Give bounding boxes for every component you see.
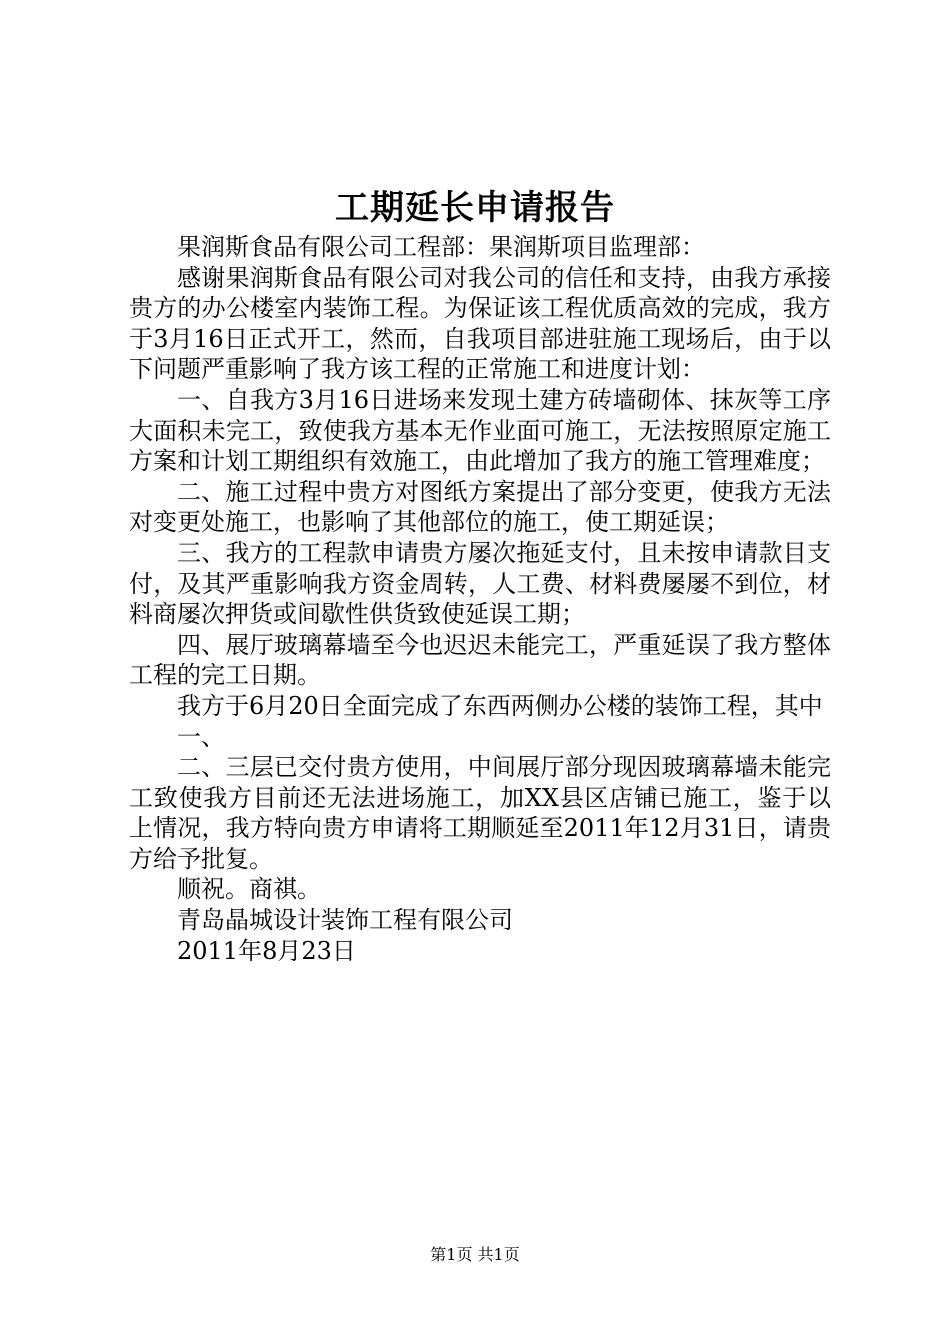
paragraph-item-4: 四、展厅玻璃幕墙至今也迟迟未能完工，严重延误了我方整体工程的完工日期。 (129, 630, 831, 690)
paragraph-completion: 我方于6月20日全面完成了东西两侧办公楼的装饰工程，其中 (177, 691, 823, 720)
paragraph-item-2: 二、施工过程中贵方对图纸方案提出了部分变更，使我方无法对变更处施工，也影响了其他部位的施工，使工期延误； (129, 477, 831, 537)
paragraph-item-1: 一、自我方3月16日进场来发现土建方砖墙砌体、抹灰等工序大面积未完工，致使我方基本无作业面可施工，无法按照原定施工方案和计划工期组织有效施工，由此增加了我方的施工管理难度； (129, 385, 831, 476)
paragraph-request: 二、三层已交付贵方使用，中间展厅部分现因玻璃幕墙未能完工致使我方目前还无法进场施工，加XX县区店铺已施工，鉴于以上情况，我方特向贵方申请将工期顺延至2011年12月31日，请贵方给予批复。 (129, 753, 831, 873)
salutation: 果润斯食品有限公司工程部：果润斯项目监理部： (177, 233, 705, 261)
paragraph-intro: 感谢果润斯食品有限公司对我公司的信任和支持，由我方承接贵方的办公楼室内装饰工程。为保证该工程优质高效的完成，我方于3月16日正式开工，然而，自我项目部进驻施工现场后，由于以下问题严重影响了我方该工程的正常施工和进度计划： (129, 263, 831, 384)
paragraph-list-marker: 一、 (177, 722, 225, 751)
page-footer: 第1页 共1页 (430, 1245, 520, 1264)
signature-date: 2011年8月23日 (177, 936, 356, 965)
closing-greeting: 顺祝。商祺。 (177, 875, 321, 904)
signature-company: 青岛晶城设计装饰工程有限公司 (177, 906, 513, 935)
paragraph-item-3: 三、我方的工程款申请贵方屡次拖延支付，且未按申请款目支付，及其严重影响我方资金周转，人工费、材料费屡屡不到位，材料商屡次押货或间歇性供货致使延误工期； (129, 538, 831, 629)
document-body (129, 232, 831, 966)
document-title: 工期延长申请报告 (335, 188, 615, 228)
